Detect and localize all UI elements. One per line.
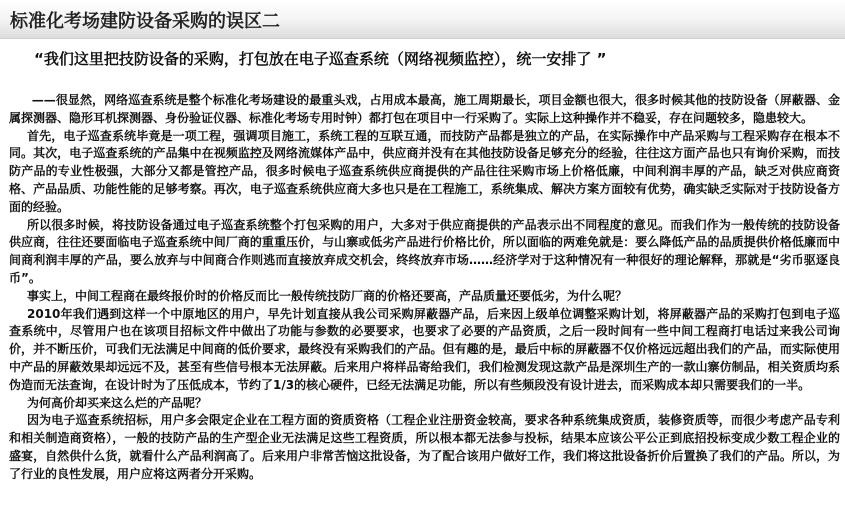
paragraph: 首先，电子巡查系统毕竟是一项工程，强调项目施工，系统工程的互联互通，而技防产品都是独立的产品，在实际操作中产品采购与工程采购存在根本不同。其次，电子巡查系统的产品集中在视频监控及网络流媒体产品中，供应商并没有在其他技防设备足够充分的经验，往往这方面产品也只有询价采购，而技防产品的专业性极强，大部分又都是管控产品，很多时候电子巡查系统供应商提供的产品往往采购市场上价格低廉，中间利润丰厚的产品，缺乏对供应商资格、产品品质、功能性能的足够考察。再次，电子巡查系统供应商大多也只是在工程施工，系统集成、解决方案方面较有优势，确实缺乏实际对于技防设备方面的经验。	[9, 128, 840, 214]
quote-heading: “我们这里把技防设备的采购，打包放在电子巡查系统（网络视频监控），统一安排了 ”	[34, 50, 607, 68]
page-title: 标准化考场建防设备采购的误区二	[10, 11, 280, 32]
paragraph: ——很显然，网络巡查系统是整个标准化考场建设的最重头戏，占用成本最高，施工周期最长，项目金额也很大，很多时候其他的技防设备（屏蔽器、金属探测器、隐形耳机探测器、身份验证仪器、标准化考场专用时钟）都打包在项目中一行采购了。实际上这种操作并不稳妥，存在问题较多，隐患较大。	[9, 93, 840, 125]
paragraph: 事实上，中间工程商在最终报价时的价格反而比一般传统技防厂商的价格还要高，产品质量还要低劣，为什么呢？	[27, 288, 628, 303]
paragraph: 为何高价却买来这么烂的产品呢？	[27, 395, 208, 410]
paragraph: 所以很多时候，将技防设备通过电子巡查系统整个打包采购的用户，大多对于供应商提供的产品表示出不同程度的意见。而我们作为一般传统的技防设备供应商，往往还要面临电子巡查系统中间厂商的重重压价，与山寨或低劣产品进行价格比价，所以面临的两难免就是：要么降低产品的品质提供价格低廉而中间商利润丰厚的产品，要么放弃与中间商合作则逃而直接放弃成交机会，终终放弃市场……经济学对于这种情况有一种很好的理论解释，那就是“劣币驱逐良币”。	[9, 217, 840, 285]
article-body	[9, 92, 840, 484]
paragraph: 因为电子巡查系统招标，用户多会限定企业在工程方面的资质资格（工程企业注册资金较高，要求各种系统集成资质，装修资质等，而很少考虑产品专利和相关制造商资格），一般的技防产品的生产型企业无法满足这些工程资质，所以根本都无法参与投标，结果本应该公平公正到底招投标变成少数工程企业的盛宴，自然供什么货，就看什么产品利润高了。后来用户非常苦恼这批设备，为了配合该用户做好工作，我们将这批设备折价后置换了我们的产品。所以，为了行业的良性发展，用户应将这两者分开采购。	[9, 413, 840, 481]
paragraph: 2010年我们遇到这样一个中原地区的用户，早先计划直接从我公司采购屏蔽器产品，后来因上级单位调整采购计划，将屏蔽器产品的采购打包到电子巡查系统中，尽管用户也在该项目招标文件中做出了功能与参数的必要要求，也要求了必要的产品资质，之后一段时间有一些中间工程商打电话过来我公司询价，并不断压价，可我们无法满足中间商的低价要求，最终没有采购我们的产品。但有趣的是，最后中标的屏蔽器不仅价格远远超出我们的产品，而实际使用中产品的屏蔽效果却远远不及，甚至有些信号根本无法屏蔽。后来用户将样品寄给我们，我们检测发现这款产品是深圳生产的一款山寨仿制品，相关资质均系伪造而无法查询，在设计时为了压低成本，节约了1/3的核心硬件，已经无法满足功能，所以有些频段没有设计进去，而采购成本却只需要我们的一半。	[9, 306, 840, 392]
title-bar	[0, 0, 845, 39]
